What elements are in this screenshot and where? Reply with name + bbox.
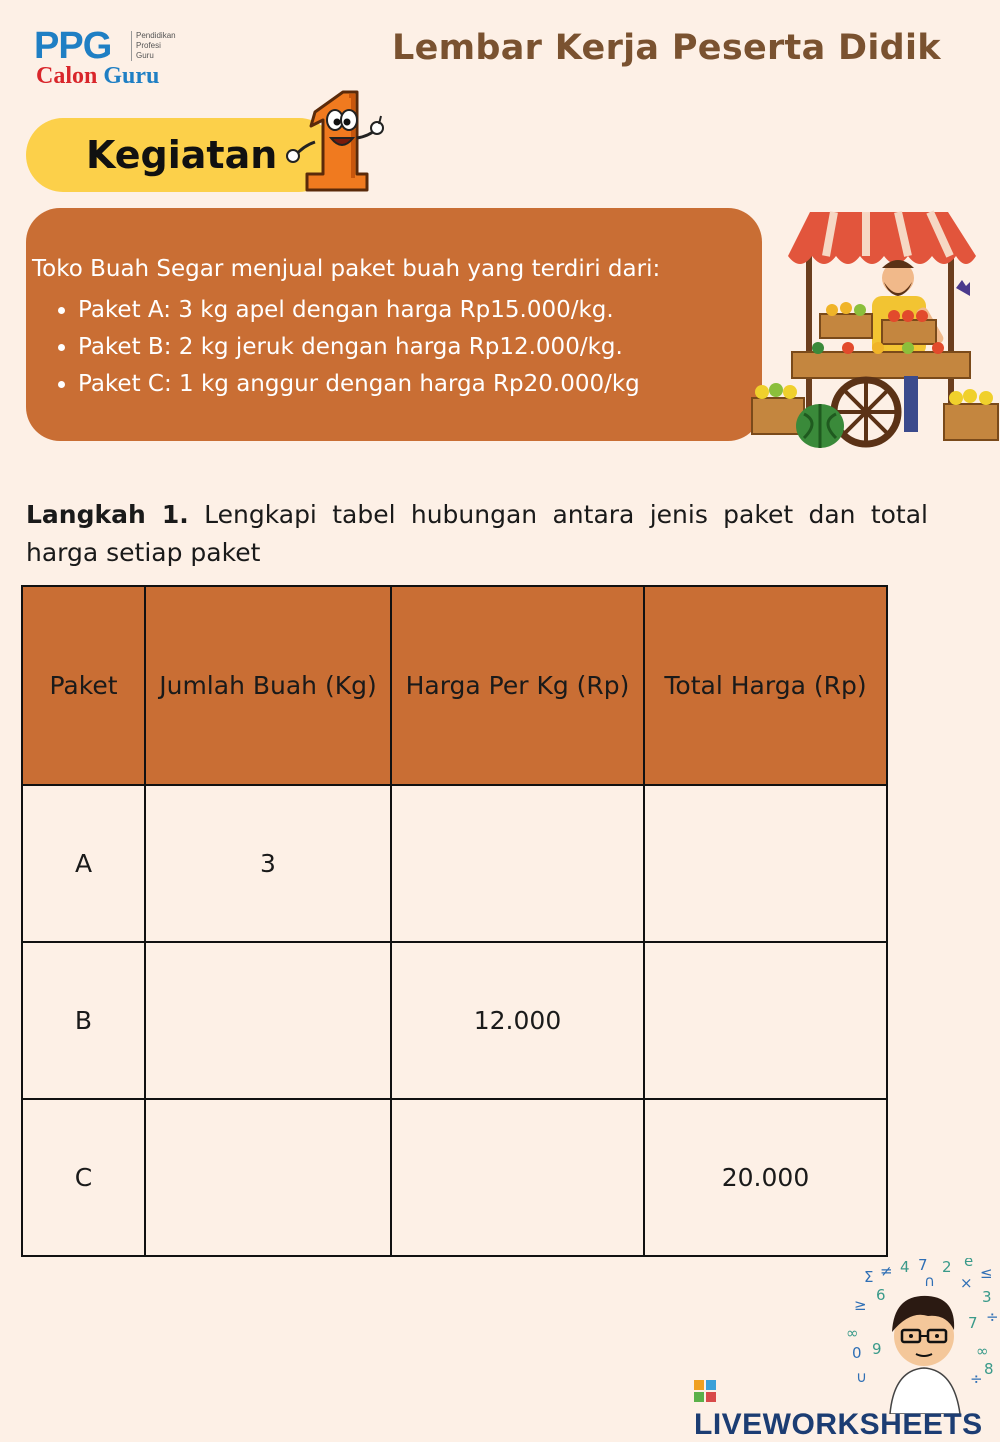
list-item: • Paket C: 1 kg anggur dengan harga Rp20.000/kg [78,366,640,403]
list-item: • Paket A: 3 kg apel dengan harga Rp15.000/kg. [78,292,640,329]
logo-subtitle [131,31,176,61]
cell-paket: A [22,785,145,942]
svg-text:2: 2 [942,1258,952,1276]
cell-jumlah-input[interactable] [145,1099,391,1256]
logo-guru: Guru [103,63,160,89]
header-harga: Harga Per Kg (Rp) [391,586,644,785]
liveworksheets-logo-icon [694,1380,716,1402]
svg-text:∞: ∞ [846,1324,859,1342]
svg-text:Σ: Σ [864,1268,874,1286]
svg-text:8: 8 [984,1360,994,1378]
svg-text:3: 3 [982,1288,992,1306]
ppg-logo [34,26,194,90]
svg-text:9: 9 [872,1340,882,1358]
cell-harga-input[interactable] [391,1099,644,1256]
svg-text:÷: ÷ [986,1308,999,1326]
table-row [22,785,887,942]
header-paket: Paket [22,586,145,785]
logo-calon: Calon [36,63,98,89]
svg-text:≠: ≠ [880,1262,893,1280]
cell-paket: C [22,1099,145,1256]
cell-harga: 12.000 [391,942,644,1099]
table-row [22,942,887,1099]
svg-text:÷: ÷ [970,1370,983,1388]
cell-total: 20.000 [644,1099,887,1256]
cell-harga-input[interactable] [391,785,644,942]
table-row [22,1099,887,1256]
logo-ppg-text: PPG [34,25,112,67]
liveworksheets-watermark [694,1374,1000,1442]
step-text: Lengkapi tabel hubungan antara jenis paket dan total harga setiap paket [26,500,929,567]
package-list [48,292,640,403]
svg-text:0: 0 [852,1344,862,1362]
price-table [21,585,888,1257]
logo-sub-line: Pendidikan [136,31,176,40]
svg-text:4: 4 [900,1258,910,1276]
header-total: Total Harga (Rp) [644,586,887,785]
activity-label: Kegiatan [86,133,278,177]
step-instruction [26,496,928,572]
cell-paket: B [22,942,145,1099]
number-one-mascot-icon [285,86,389,196]
cell-jumlah-input[interactable] [145,942,391,1099]
logo-calon-guru [36,62,159,90]
svg-text:×: × [960,1274,973,1292]
problem-intro: Toko Buah Segar menjual paket buah yang terdiri dari: [32,256,661,282]
svg-text:∞: ∞ [976,1342,989,1360]
cell-jumlah: 3 [145,785,391,942]
step-label: Langkah 1. [26,500,189,529]
svg-text:∩: ∩ [924,1272,935,1290]
watermark-text: LIVEWORKSHEETS [694,1408,983,1441]
svg-text:e: e [964,1258,974,1270]
svg-text:7: 7 [918,1258,928,1274]
list-item: • Paket B: 2 kg jeruk dengan harga Rp12.000/kg. [78,329,640,366]
svg-text:≥: ≥ [854,1296,867,1314]
logo-sub-line: Profesi [136,41,161,50]
svg-text:∪: ∪ [856,1368,867,1386]
cell-total-input[interactable] [644,785,887,942]
table-header-row [22,586,887,785]
svg-text:7: 7 [968,1314,978,1332]
svg-text:6: 6 [876,1286,886,1304]
logo-sub-line: Guru [136,51,154,60]
fruit-stall-icon [748,208,1000,453]
svg-text:≤: ≤ [980,1264,993,1282]
cell-total-input[interactable] [644,942,887,1099]
header-jumlah: Jumlah Buah (Kg) [145,586,391,785]
page-title: Lembar Kerja Peserta Didik [392,28,941,68]
